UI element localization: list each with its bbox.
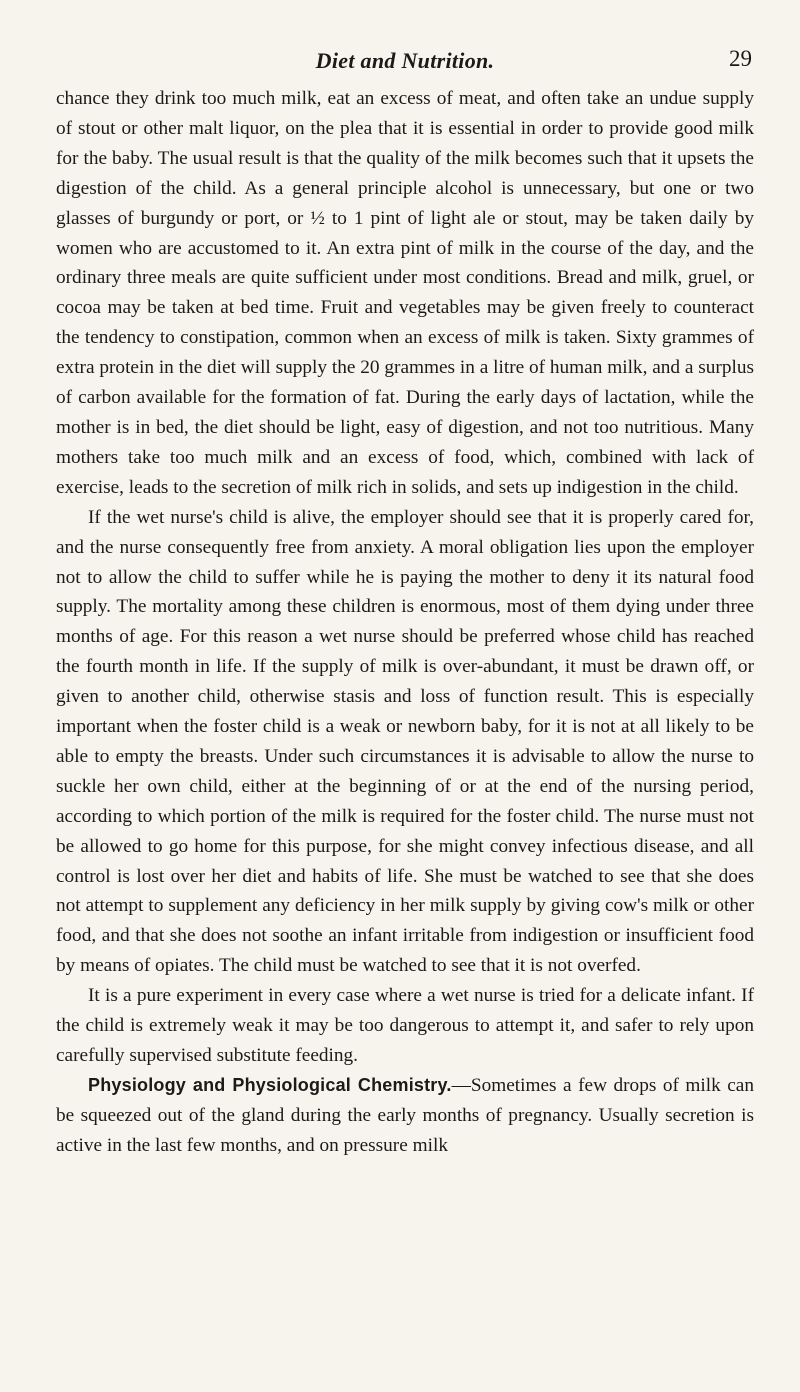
paragraph-physiology: [56, 1071, 754, 1161]
paragraph-physiology-text: —Sometimes a few drops of milk can be squeezed out of the gland during the early months of pregnancy. Usually secretion is active in the last few months, and on pressure milk: [56, 1074, 754, 1156]
running-head: [56, 0, 754, 84]
page-number: 29: [729, 46, 752, 71]
running-title: Diet and Nutrition.: [315, 48, 495, 73]
paragraph-wet-nurse: If the wet nurse's child is alive, the employer should see that it is properly cared for, and the nurse consequently free from anxiety. A moral obligation lies upon the employer not to allow the child to suffer while he is paying the mother to deny it its natural food supply. The mortality among these children is enormous, most of them dying under three months of age. For this reason a wet nurse should be preferred whose child has reached the fourth month in life. If the supply of milk is over-abundant, it must be drawn off, or given to another child, otherwise stasis and loss of function result. This is especially important when the foster child is a weak or newborn baby, for it is not at all likely to be able to empty the breasts. Under such circumstances it is advisable to allow the nurse to suckle her own child, either at the beginning of or at the end of the nursing period, according to which portion of the milk is required for the foster child. The nurse must not be allowed to go home for this purpose, for she might convey infectious disease, and all control is lost over her diet and habits of life. She must be watched to see that she does not attempt to supplement any deficiency in her milk supply by giving cow's milk or other food, and that she does not soothe an infant irritable from indigestion or insufficient food by means of opiates. The child must be watched to see that it is not overfed.: [56, 506, 754, 977]
section-heading: Physiology and Physiological Chemistry.: [88, 1074, 452, 1095]
paragraph-experiment: It is a pure experiment in every case where a wet nurse is tried for a delicate infant. If the child is extremely weak it may be too dangerous to attempt it, and safer to rely upon carefully supervised substitute feeding.: [56, 985, 754, 1066]
paragraph-continued: chance they drink too much milk, eat an excess of meat, and often take an undue supply of stout or other malt liquor, on the plea that it is essential in order to provide good milk for the baby. The usual result is that the quality of the milk becomes such that it upsets the digestion of the child. As a general principle alcohol is unnecessary, but one or two glasses of burgundy or port, or ½ to 1 pint of light ale or stout, may be taken daily by women who are accustomed to it. An extra pint of milk in the course of the day, and the ordinary three meals are quite sufficient under most conditions. Bread and milk, gruel, or cocoa may be taken at bed time. Fruit and vegetables may be given freely to counteract the tendency to constipation, common when an excess of milk is taken. Sixty grammes of extra protein in the diet will supply the 20 grammes in a litre of human milk, and a surplus of carbon available for the formation of fat. During the early days of lactation, while the mother is in bed, the diet should be light, easy of digestion, and not too nutritious. Many mothers take too much milk and an excess of food, which, combined with lack of exercise, leads to the secretion of milk rich in solids, and sets up indigestion in the child.: [56, 88, 754, 498]
body-text: [56, 84, 754, 1161]
